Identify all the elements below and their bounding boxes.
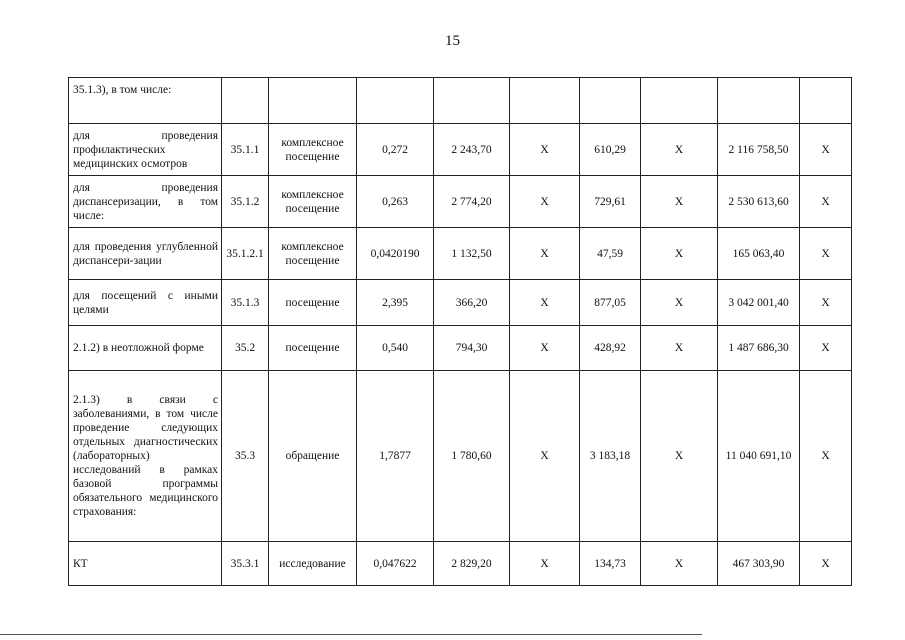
row-name-cell: для посещений с иными целями [69, 280, 222, 326]
row-cost-cell: 2 774,20 [434, 176, 510, 228]
row-unit-cell: исследование [269, 542, 357, 586]
row-col7-cell [580, 78, 641, 124]
row-col10-cell: X [800, 124, 852, 176]
row-col7-cell: 428,92 [580, 326, 641, 371]
row-col9-cell: 467 303,90 [718, 542, 800, 586]
row-col9-cell: 2 116 758,50 [718, 124, 800, 176]
row-cost-cell: 2 829,20 [434, 542, 510, 586]
data-table [68, 77, 852, 586]
row-col6-cell: X [510, 371, 580, 542]
table-row [69, 542, 852, 586]
row-cost-cell: 366,20 [434, 280, 510, 326]
row-name-cell: 35.1.3), в том числе: [69, 78, 222, 124]
row-col10-cell: X [800, 176, 852, 228]
row-cost-cell: 794,30 [434, 326, 510, 371]
table-row [69, 78, 852, 124]
table-row [69, 176, 852, 228]
row-col8-cell: X [641, 228, 718, 280]
row-col6-cell: X [510, 176, 580, 228]
row-code-cell: 35.1.2.1 [222, 228, 269, 280]
row-col6-cell: X [510, 326, 580, 371]
table-row [69, 280, 852, 326]
row-col6-cell: X [510, 124, 580, 176]
row-col9-cell: 2 530 613,60 [718, 176, 800, 228]
row-norm-cell: 0,272 [357, 124, 434, 176]
row-col8-cell: X [641, 176, 718, 228]
row-norm-cell: 1,7877 [357, 371, 434, 542]
row-name-cell: для проведения диспансеризации, в том числе: [69, 176, 222, 228]
row-col9-cell: 165 063,40 [718, 228, 800, 280]
page-number: 15 [445, 33, 460, 49]
row-col10-cell [800, 78, 852, 124]
row-col6-cell [510, 78, 580, 124]
row-col7-cell: 47,59 [580, 228, 641, 280]
row-col8-cell [641, 78, 718, 124]
row-norm-cell: 0,540 [357, 326, 434, 371]
row-cost-cell: 2 243,70 [434, 124, 510, 176]
footer-divider [0, 634, 702, 635]
row-code-cell: 35.3.1 [222, 542, 269, 586]
row-col6-cell: X [510, 280, 580, 326]
row-col9-cell: 1 487 686,30 [718, 326, 800, 371]
table-row [69, 124, 852, 176]
row-norm-cell: 0,0420190 [357, 228, 434, 280]
row-code-cell: 35.1.2 [222, 176, 269, 228]
row-col9-cell [718, 78, 800, 124]
row-col8-cell: X [641, 326, 718, 371]
row-col7-cell: 610,29 [580, 124, 641, 176]
row-norm-cell: 2,395 [357, 280, 434, 326]
row-unit-cell [269, 78, 357, 124]
row-col8-cell: X [641, 124, 718, 176]
row-col7-cell: 134,73 [580, 542, 641, 586]
row-norm-cell: 0,263 [357, 176, 434, 228]
row-col6-cell: X [510, 228, 580, 280]
row-col7-cell: 729,61 [580, 176, 641, 228]
row-col7-cell: 877,05 [580, 280, 641, 326]
table-row [69, 228, 852, 280]
row-name-cell: для проведения углубленной диспансери-зации [69, 228, 222, 280]
row-col10-cell: X [800, 280, 852, 326]
row-col8-cell: X [641, 542, 718, 586]
row-norm-cell: 0,047622 [357, 542, 434, 586]
row-name-cell: для проведения профилактических медицинских осмотров [69, 124, 222, 176]
row-unit-cell: обращение [269, 371, 357, 542]
row-name-cell: 2.1.2) в неотложной форме [69, 326, 222, 371]
row-col8-cell: X [641, 280, 718, 326]
row-unit-cell: комплексное посещение [269, 228, 357, 280]
row-code-cell: 35.2 [222, 326, 269, 371]
row-name-cell: КТ [69, 542, 222, 586]
row-col10-cell: X [800, 542, 852, 586]
row-code-cell: 35.3 [222, 371, 269, 542]
row-col9-cell: 11 040 691,10 [718, 371, 800, 542]
table-row [69, 326, 852, 371]
row-code-cell: 35.1.3 [222, 280, 269, 326]
row-cost-cell [434, 78, 510, 124]
row-code-cell: 35.1.1 [222, 124, 269, 176]
row-unit-cell: посещение [269, 280, 357, 326]
row-col7-cell: 3 183,18 [580, 371, 641, 542]
row-col10-cell: X [800, 326, 852, 371]
row-col10-cell: X [800, 371, 852, 542]
row-col6-cell: X [510, 542, 580, 586]
row-col8-cell: X [641, 371, 718, 542]
row-name-cell: 2.1.3) в связи с заболеваниями, в том числе проведение следующих отдельных диагностических (лабораторных) исследований в рамках базовой программы обязательного медицинского страхования: [69, 371, 222, 542]
table-row [69, 371, 852, 542]
row-unit-cell: комплексное посещение [269, 176, 357, 228]
row-norm-cell [357, 78, 434, 124]
row-unit-cell: посещение [269, 326, 357, 371]
row-cost-cell: 1 780,60 [434, 371, 510, 542]
row-col9-cell: 3 042 001,40 [718, 280, 800, 326]
row-cost-cell: 1 132,50 [434, 228, 510, 280]
row-col10-cell: X [800, 228, 852, 280]
row-unit-cell: комплексное посещение [269, 124, 357, 176]
row-code-cell [222, 78, 269, 124]
